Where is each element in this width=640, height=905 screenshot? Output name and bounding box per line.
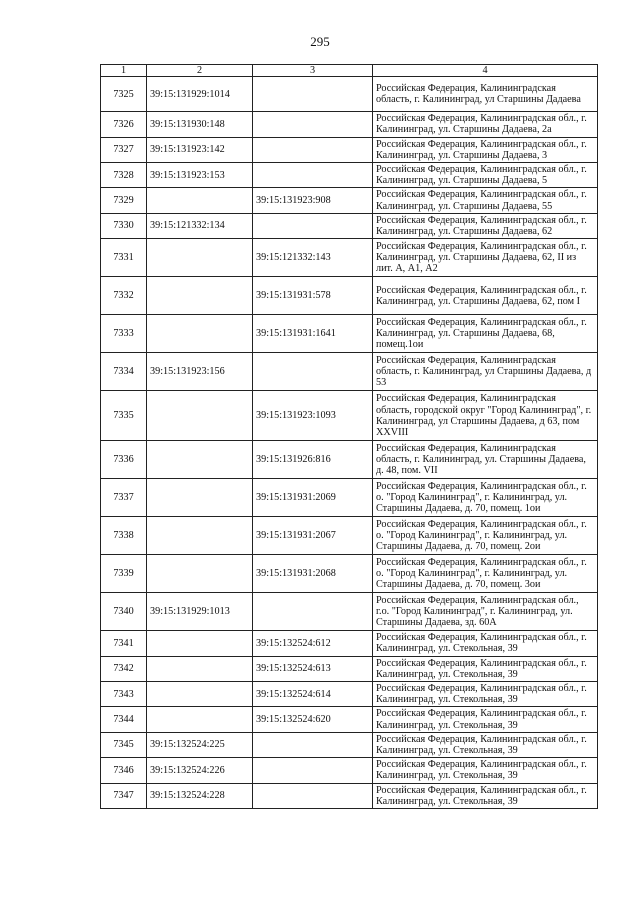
row-number: 7327 (101, 137, 147, 162)
cadastral-number-land (147, 479, 253, 517)
address: Российская Федерация, Калининградская обл., г. о. "Город Калининград", г. Калининград, ул. Старшины Дадаева, д. 70, помещ. 1ои (373, 479, 598, 517)
row-number: 7345 (101, 732, 147, 757)
address: Российская Федерация, Калининградская область, г. Калининград, ул Старшины Дадаева (373, 77, 598, 112)
cadastral-number-building (253, 137, 373, 162)
address: Российская Федерация, Калининградская обл., г. Калининград, ул. Стекольная, 39 (373, 682, 598, 707)
row-number: 7347 (101, 783, 147, 808)
cadastral-number-land: 39:15:131929:1013 (147, 593, 253, 631)
table-header (101, 65, 598, 77)
table-row (101, 783, 598, 808)
cadastral-number-building: 39:15:132524:613 (253, 656, 373, 681)
table-row (101, 188, 598, 213)
table-row (101, 163, 598, 188)
column-header-4: 4 (373, 65, 598, 77)
cadastral-number-land: 39:15:132524:228 (147, 783, 253, 808)
row-number: 7343 (101, 682, 147, 707)
cadastral-number-land (147, 391, 253, 441)
table-row (101, 239, 598, 277)
cadastral-number-land: 39:15:121332:134 (147, 213, 253, 238)
row-number: 7335 (101, 391, 147, 441)
cadastral-number-building: 39:15:131923:1093 (253, 391, 373, 441)
cadastral-number-land (147, 188, 253, 213)
cadastral-number-building: 39:15:132524:620 (253, 707, 373, 732)
cadastral-number-land (147, 555, 253, 593)
row-number: 7339 (101, 555, 147, 593)
row-number: 7328 (101, 163, 147, 188)
cadastral-number-building: 39:15:131931:2067 (253, 517, 373, 555)
table-row (101, 682, 598, 707)
cadastral-number-land: 39:15:132524:226 (147, 758, 253, 783)
cadastral-number-building: 39:15:121332:143 (253, 239, 373, 277)
address: Российская Федерация, Калининградская обл., г. о. "Город Калининград", г. Калининград, ул. Старшины Дадаева, д. 70, помещ. 2ои (373, 517, 598, 555)
table-row (101, 112, 598, 137)
cadastral-number-land (147, 707, 253, 732)
address: Российская Федерация, Калининградская обл., г. Калининград, ул. Старшины Дадаева, 62 (373, 213, 598, 238)
row-number: 7341 (101, 631, 147, 656)
table-row (101, 391, 598, 441)
row-number: 7334 (101, 353, 147, 391)
address: Российская Федерация, Калининградская обл., г. Калининград, ул. Стекольная, 39 (373, 631, 598, 656)
cadastral-number-building: 39:15:131931:1641 (253, 315, 373, 353)
table-row (101, 517, 598, 555)
cadastral-number-land (147, 517, 253, 555)
address: Российская Федерация, Калининградская область, городской округ "Город Калининград", г. Калининград, ул Старшины Дадаева, д 63, пом XXVIII (373, 391, 598, 441)
table-row (101, 213, 598, 238)
cadastral-number-land (147, 656, 253, 681)
table-row (101, 479, 598, 517)
row-number: 7344 (101, 707, 147, 732)
row-number: 7331 (101, 239, 147, 277)
cadastral-number-land: 39:15:131923:153 (147, 163, 253, 188)
address: Российская Федерация, Калининградская обл., г. Калининград, ул. Старшины Дадаева, 55 (373, 188, 598, 213)
row-number: 7326 (101, 112, 147, 137)
cadastral-number-land (147, 239, 253, 277)
table-row (101, 555, 598, 593)
cadastral-number-building (253, 353, 373, 391)
address: Российская Федерация, Калининградская обл., г. Калининград, ул. Старшины Дадаева, 3 (373, 137, 598, 162)
address: Российская Федерация, Калининградская обл., г. Калининград, ул. Стекольная, 39 (373, 783, 598, 808)
row-number: 7332 (101, 277, 147, 315)
address: Российская Федерация, Калининградская обл., г. Калининград, ул. Стекольная, 39 (373, 707, 598, 732)
row-number: 7333 (101, 315, 147, 353)
cadastral-number-building: 39:15:131931:578 (253, 277, 373, 315)
cadastral-number-building: 39:15:131931:2069 (253, 479, 373, 517)
cadastral-number-building: 39:15:131923:908 (253, 188, 373, 213)
header-row (101, 65, 598, 77)
cadastral-number-land (147, 315, 253, 353)
cadastral-number-building: 39:15:132524:614 (253, 682, 373, 707)
cadastral-number-building (253, 213, 373, 238)
table-row (101, 277, 598, 315)
cadastral-number-land: 39:15:131929:1014 (147, 77, 253, 112)
address: Российская Федерация, Калининградская обл., г. Калининград, ул. Стекольная, 39 (373, 656, 598, 681)
address: Российская Федерация, Калининградская обл., г. Калининград, ул. Старшины Дадаева, 2а (373, 112, 598, 137)
table-row (101, 315, 598, 353)
cadastral-number-land (147, 631, 253, 656)
table-row (101, 137, 598, 162)
cadastral-number-building (253, 593, 373, 631)
table-row (101, 77, 598, 112)
cadastral-number-building (253, 112, 373, 137)
cadastral-number-building (253, 783, 373, 808)
address: Российская Федерация, Калининградская обл., г. о. "Город Калининград", г. Калининград, ул. Старшины Дадаева, д. 70, помещ. 3ои (373, 555, 598, 593)
table-row (101, 732, 598, 757)
cadastral-number-land: 39:15:132524:225 (147, 732, 253, 757)
table-row (101, 707, 598, 732)
cadastral-number-land: 39:15:131930:148 (147, 112, 253, 137)
cadastral-number-land (147, 277, 253, 315)
row-number: 7342 (101, 656, 147, 681)
address: Российская Федерация, Калининградская обл., г. Калининград, ул. Старшины Дадаева, 62, пом I (373, 277, 598, 315)
row-number: 7330 (101, 213, 147, 238)
cadastral-number-building (253, 732, 373, 757)
row-number: 7336 (101, 441, 147, 479)
cadastral-number-land (147, 441, 253, 479)
row-number: 7329 (101, 188, 147, 213)
address: Российская Федерация, Калининградская обл., г. Калининград, ул. Старшины Дадаева, 68, помещ.1ои (373, 315, 598, 353)
cadastral-number-building (253, 758, 373, 783)
table-row (101, 631, 598, 656)
address: Российская Федерация, Калининградская обл., г. Калининград, ул. Старшины Дадаева, 62, II из лит. А, А1, А2 (373, 239, 598, 277)
registry-table (100, 64, 598, 809)
table-row (101, 593, 598, 631)
address: Российская Федерация, Калининградская область, г. Калининград, ул Старшины Дадаева, д 53 (373, 353, 598, 391)
address: Российская Федерация, Калининградская обл., г. Калининград, ул. Старшины Дадаева, 5 (373, 163, 598, 188)
column-header-2: 2 (147, 65, 253, 77)
cadastral-number-building (253, 163, 373, 188)
cadastral-number-land (147, 682, 253, 707)
table-body (101, 77, 598, 809)
cadastral-number-building: 39:15:131931:2068 (253, 555, 373, 593)
column-header-3: 3 (253, 65, 373, 77)
cadastral-number-building (253, 77, 373, 112)
table-row (101, 353, 598, 391)
row-number: 7325 (101, 77, 147, 112)
address: Российская Федерация, Калининградская область, г. Калининград, ул. Старшины Дадаева, д. 48, пом. VII (373, 441, 598, 479)
cadastral-number-building: 39:15:131926:816 (253, 441, 373, 479)
address: Российская Федерация, Калининградская обл., г. Калининград, ул. Стекольная, 39 (373, 732, 598, 757)
row-number: 7340 (101, 593, 147, 631)
row-number: 7337 (101, 479, 147, 517)
address: Российская Федерация, Калининградская обл., г.о. "Город Калининград", г. Калининград, ул. Старшины Дадаева, зд. 60А (373, 593, 598, 631)
row-number: 7338 (101, 517, 147, 555)
table-row (101, 758, 598, 783)
address: Российская Федерация, Калининградская обл., г. Калининград, ул. Стекольная, 39 (373, 758, 598, 783)
table-row (101, 441, 598, 479)
cadastral-number-land: 39:15:131923:156 (147, 353, 253, 391)
column-header-1: 1 (101, 65, 147, 77)
cadastral-number-land: 39:15:131923:142 (147, 137, 253, 162)
table-row (101, 656, 598, 681)
cadastral-number-building: 39:15:132524:612 (253, 631, 373, 656)
page-number: 295 (310, 34, 330, 49)
row-number: 7346 (101, 758, 147, 783)
